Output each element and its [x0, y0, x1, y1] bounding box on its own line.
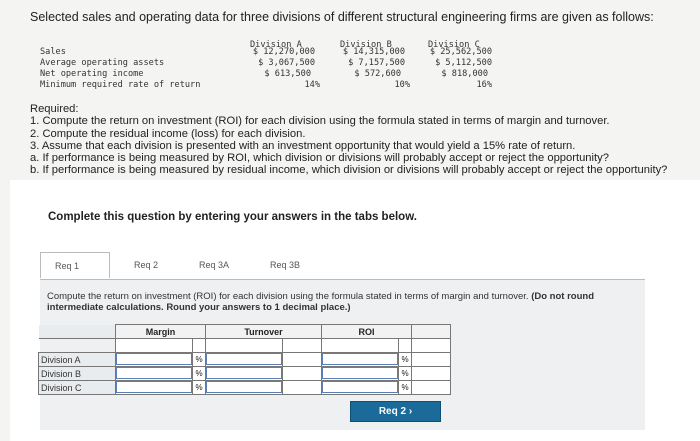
- tab-req-1[interactable]: Req 1: [40, 252, 110, 278]
- cell-a-rate: 14%: [304, 80, 320, 90]
- row-label-division-b: Division B: [39, 367, 116, 381]
- cell-a-sales: $ 12,270,000: [252, 47, 315, 57]
- spacer-cell: [39, 339, 116, 353]
- cell-c-income: $ 818,000: [441, 69, 488, 79]
- tab-req-3a[interactable]: Req 3A: [199, 260, 230, 270]
- data-table: [40, 40, 500, 96]
- required-item-3: 3. Assume that each division is presented with an investment opportunity that would yield a 15% rate of return.: [30, 139, 576, 152]
- row-label-income: Net operating income: [40, 69, 144, 79]
- margin-input-a[interactable]: [116, 353, 193, 367]
- header-division-c: Division C: [428, 40, 480, 50]
- chevron-right-icon: ›: [408, 406, 413, 417]
- cell-c-assets: $ 5,112,500: [435, 58, 492, 68]
- table-row: [39, 367, 451, 381]
- required-section: [30, 103, 667, 177]
- required-title: Required:: [30, 103, 79, 115]
- spacer-cell: [283, 353, 322, 367]
- cell-c-rate: 16%: [476, 80, 492, 90]
- spacer-cell: [399, 339, 412, 353]
- cell-b-rate: 10%: [394, 80, 410, 90]
- spacer-cell: [412, 353, 451, 367]
- percent-symbol: %: [399, 381, 412, 395]
- cell-a-income: $ 613,500: [264, 69, 311, 79]
- row-label-division-a: Division A: [39, 353, 116, 367]
- spacer-cell: [283, 339, 322, 353]
- margin-input-c[interactable]: [116, 381, 193, 395]
- intro-text: Selected sales and operating data for three divisions of different structural engineering firms are given as follows:: [30, 10, 654, 24]
- corner-cell: [39, 325, 116, 339]
- required-item-3b: b. If performance is being measured by residual income, which division or divisions will probably accept or reject the opportunity?: [30, 164, 668, 177]
- spacer-cell: [412, 381, 451, 395]
- required-item-1: 1. Compute the return on investment (ROI) for each division using the formula stated in terms of margin and turnover.: [30, 115, 610, 128]
- percent-symbol: %: [193, 367, 206, 381]
- col-header-roi: ROI: [322, 325, 412, 339]
- percent-symbol: %: [399, 353, 412, 367]
- table-row: [39, 353, 451, 367]
- required-item-2: 2. Compute the residual income (loss) for each division.: [30, 127, 306, 140]
- row-label-division-c: Division C: [39, 381, 116, 395]
- tab-req-2[interactable]: Req 2: [134, 260, 159, 270]
- cell-b-sales: $ 14,315,000: [342, 47, 405, 57]
- panel-heading: Complete this question by entering your answers in the tabs below.: [48, 211, 417, 223]
- spacer-cell: [283, 367, 322, 381]
- cell-b-assets: $ 7,157,500: [348, 58, 405, 68]
- turnover-input-c[interactable]: [206, 381, 283, 395]
- answer-grid: [38, 324, 451, 395]
- spacer-cell: [412, 339, 451, 353]
- header-division-a: Division A: [250, 40, 302, 50]
- instruction-text: [47, 291, 647, 313]
- col-header-turnover: Turnover: [206, 325, 322, 339]
- table-row: [39, 339, 451, 353]
- cell-a-assets: $ 3,067,500: [258, 58, 315, 68]
- row-label-rate: Minimum required rate of return: [40, 80, 201, 90]
- col-header-margin: Margin: [116, 325, 206, 339]
- tab-req-3b[interactable]: Req 3B: [270, 260, 301, 270]
- spacer-cell: [283, 381, 322, 395]
- roi-input-b[interactable]: [322, 367, 399, 381]
- spacer-cell: [322, 339, 399, 353]
- percent-symbol: %: [399, 367, 412, 381]
- next-req-label: Req 2: [378, 406, 407, 417]
- spacer-cell: [116, 339, 193, 353]
- turnover-input-b[interactable]: [206, 367, 283, 381]
- spacer-cell: [206, 339, 283, 353]
- required-item-3a: a. If performance is being measured by ROI, which division or divisions will probably accept or reject the opportunity?: [30, 152, 609, 165]
- instruction-note: (Do not round intermediate calculations. Round your answers to 1 decimal place.): [47, 291, 595, 313]
- spacer-cell: [412, 367, 451, 381]
- margin-input-b[interactable]: [116, 367, 193, 381]
- header-division-b: Division B: [340, 40, 392, 50]
- table-row: [39, 381, 451, 395]
- col-header-roi-suffix: [412, 325, 451, 339]
- spacer-cell: [193, 339, 206, 353]
- next-req-button[interactable]: [350, 401, 441, 422]
- cell-c-sales: $ 25,562,500: [429, 47, 492, 57]
- turnover-input-a[interactable]: [206, 353, 283, 367]
- tab-bar: [40, 252, 640, 280]
- row-label-assets: Average operating assets: [40, 58, 165, 68]
- roi-input-c[interactable]: [322, 381, 399, 395]
- cell-b-income: $ 572,600: [354, 69, 401, 79]
- percent-symbol: %: [193, 353, 206, 367]
- percent-symbol: %: [193, 381, 206, 395]
- instruction-main: Compute the return on investment (ROI) for each division using the formula stated in terms of margin and turnover.: [47, 291, 529, 302]
- row-label-sales: Sales: [40, 47, 66, 57]
- roi-input-a[interactable]: [322, 353, 399, 367]
